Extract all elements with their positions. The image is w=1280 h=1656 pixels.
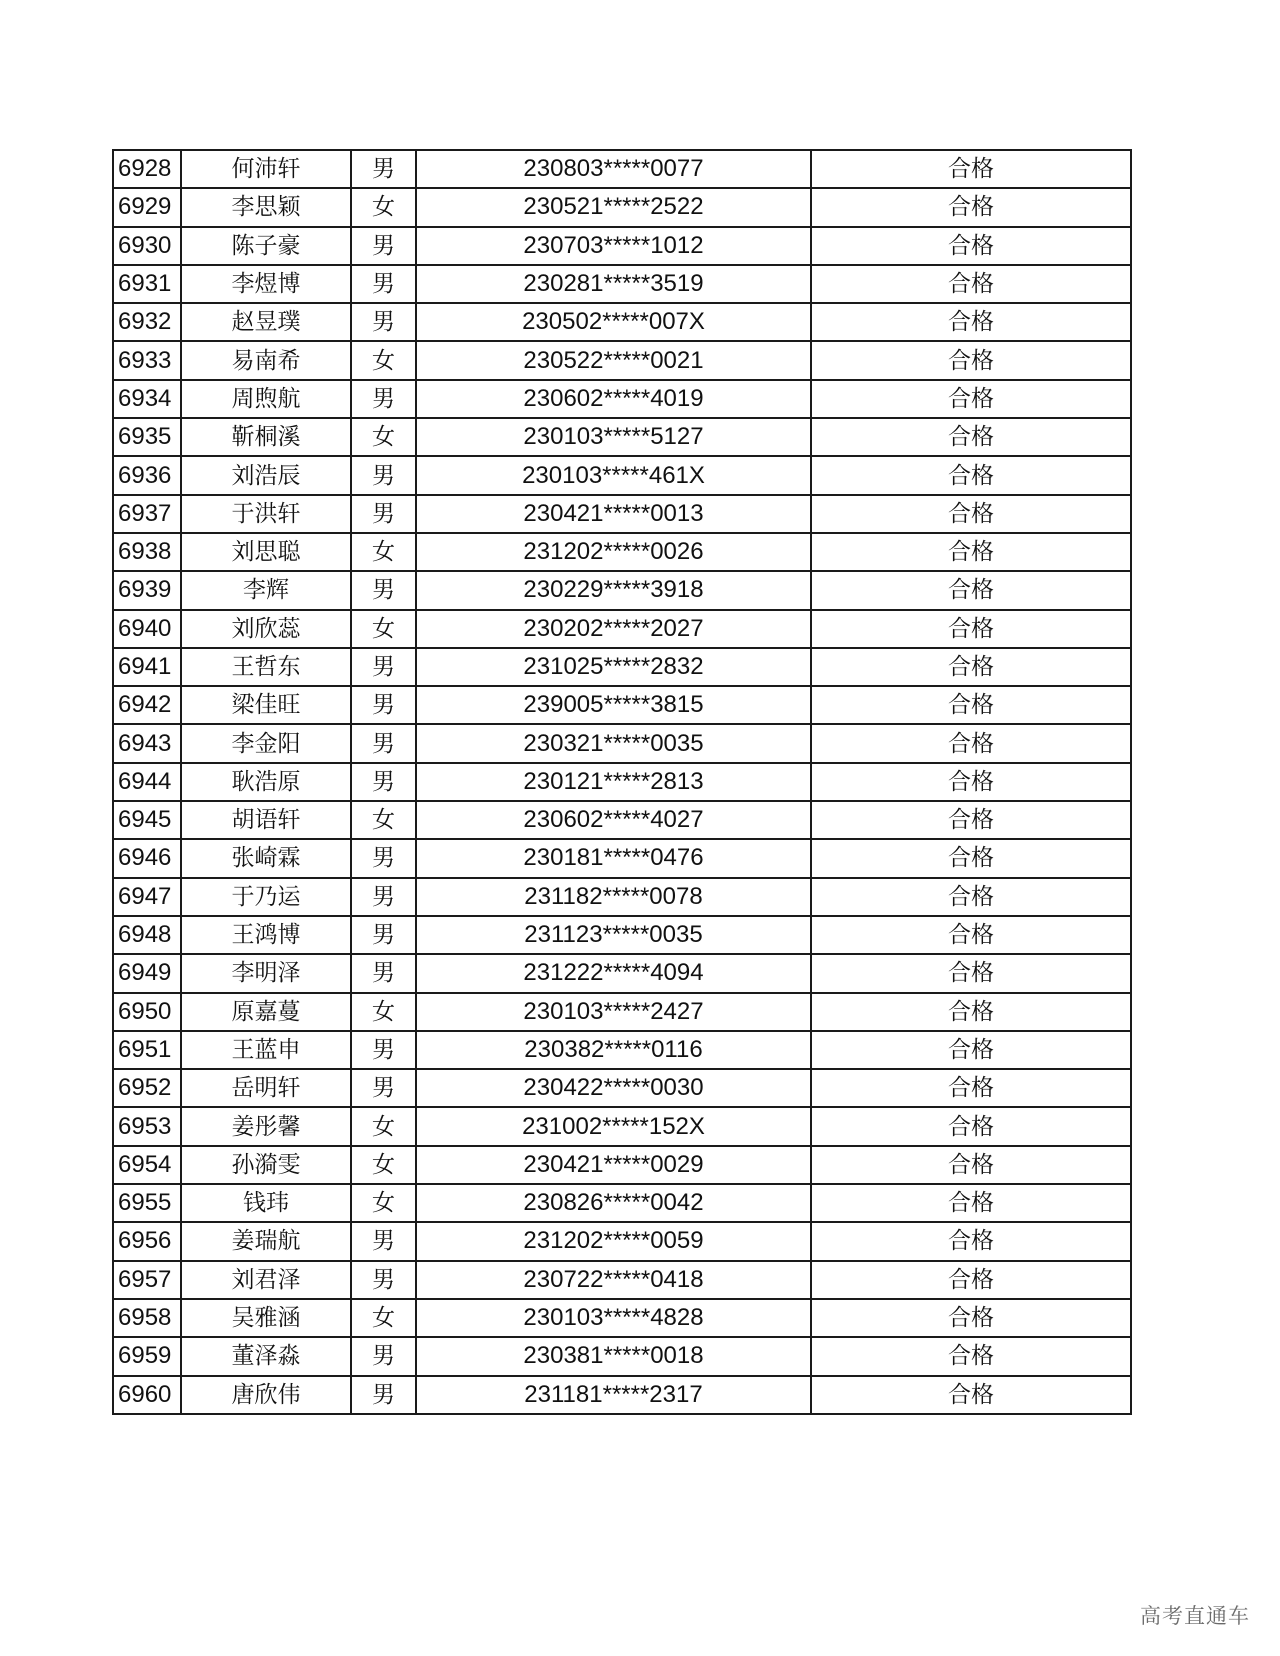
cell-result: 合格 xyxy=(811,495,1131,533)
cell-name: 李辉 xyxy=(181,571,351,609)
table-row xyxy=(113,1337,1131,1375)
cell-number: 6935 xyxy=(113,418,181,456)
table-row xyxy=(113,686,1131,724)
cell-number: 6955 xyxy=(113,1184,181,1222)
cell-name: 孙漪雯 xyxy=(181,1146,351,1184)
cell-result: 合格 xyxy=(811,839,1131,877)
cell-gender: 男 xyxy=(351,265,416,303)
cell-id-number: 230382*****0116 xyxy=(416,1031,811,1069)
cell-name: 张崎霖 xyxy=(181,839,351,877)
table-row xyxy=(113,724,1131,762)
cell-id-number: 230722*****0418 xyxy=(416,1261,811,1299)
cell-id-number: 230103*****2427 xyxy=(416,993,811,1031)
cell-name: 梁佳旺 xyxy=(181,686,351,724)
table-row xyxy=(113,571,1131,609)
cell-id-number: 231181*****2317 xyxy=(416,1376,811,1414)
cell-name: 姜彤馨 xyxy=(181,1107,351,1145)
table-row xyxy=(113,1376,1131,1414)
table-row xyxy=(113,188,1131,226)
cell-id-number: 239005*****3815 xyxy=(416,686,811,724)
cell-result: 合格 xyxy=(811,1069,1131,1107)
cell-id-number: 230381*****0018 xyxy=(416,1337,811,1375)
cell-name: 刘思聪 xyxy=(181,533,351,571)
cell-name: 李思颖 xyxy=(181,188,351,226)
cell-id-number: 230103*****5127 xyxy=(416,418,811,456)
cell-name: 岳明轩 xyxy=(181,1069,351,1107)
cell-result: 合格 xyxy=(811,303,1131,341)
cell-id-number: 230121*****2813 xyxy=(416,763,811,801)
cell-gender: 男 xyxy=(351,1337,416,1375)
cell-id-number: 230703*****1012 xyxy=(416,227,811,265)
table-row xyxy=(113,954,1131,992)
cell-number: 6959 xyxy=(113,1337,181,1375)
cell-id-number: 230421*****0013 xyxy=(416,495,811,533)
cell-id-number: 230502*****007X xyxy=(416,303,811,341)
cell-gender: 女 xyxy=(351,188,416,226)
cell-id-number: 230522*****0021 xyxy=(416,341,811,379)
table-row xyxy=(113,341,1131,379)
cell-result: 合格 xyxy=(811,380,1131,418)
cell-name: 王哲东 xyxy=(181,648,351,686)
cell-name: 胡语轩 xyxy=(181,801,351,839)
cell-gender: 男 xyxy=(351,571,416,609)
cell-number: 6942 xyxy=(113,686,181,724)
cell-result: 合格 xyxy=(811,188,1131,226)
cell-name: 易南希 xyxy=(181,341,351,379)
cell-id-number: 230803*****0077 xyxy=(416,150,811,188)
cell-result: 合格 xyxy=(811,227,1131,265)
table-row xyxy=(113,1031,1131,1069)
cell-result: 合格 xyxy=(811,571,1131,609)
table-row xyxy=(113,265,1131,303)
cell-name: 于洪轩 xyxy=(181,495,351,533)
cell-result: 合格 xyxy=(811,1299,1131,1337)
cell-number: 6944 xyxy=(113,763,181,801)
cell-number: 6940 xyxy=(113,610,181,648)
cell-gender: 男 xyxy=(351,916,416,954)
cell-number: 6956 xyxy=(113,1222,181,1260)
cell-result: 合格 xyxy=(811,763,1131,801)
cell-number: 6939 xyxy=(113,571,181,609)
cell-result: 合格 xyxy=(811,724,1131,762)
cell-number: 6929 xyxy=(113,188,181,226)
cell-id-number: 230602*****4019 xyxy=(416,380,811,418)
cell-gender: 女 xyxy=(351,801,416,839)
cell-number: 6941 xyxy=(113,648,181,686)
cell-gender: 男 xyxy=(351,954,416,992)
cell-number: 6931 xyxy=(113,265,181,303)
cell-id-number: 231202*****0059 xyxy=(416,1222,811,1260)
table-row xyxy=(113,648,1131,686)
cell-number: 6947 xyxy=(113,878,181,916)
table-row xyxy=(113,993,1131,1031)
cell-name: 李金阳 xyxy=(181,724,351,762)
cell-id-number: 230521*****2522 xyxy=(416,188,811,226)
cell-number: 6951 xyxy=(113,1031,181,1069)
cell-result: 合格 xyxy=(811,533,1131,571)
cell-name: 周煦航 xyxy=(181,380,351,418)
cell-result: 合格 xyxy=(811,341,1131,379)
cell-gender: 男 xyxy=(351,1031,416,1069)
cell-number: 6943 xyxy=(113,724,181,762)
cell-gender: 男 xyxy=(351,1069,416,1107)
table-row xyxy=(113,227,1131,265)
cell-id-number: 230229*****3918 xyxy=(416,571,811,609)
cell-number: 6960 xyxy=(113,1376,181,1414)
cell-id-number: 231202*****0026 xyxy=(416,533,811,571)
cell-gender: 男 xyxy=(351,150,416,188)
cell-gender: 女 xyxy=(351,341,416,379)
cell-result: 合格 xyxy=(811,648,1131,686)
cell-gender: 男 xyxy=(351,839,416,877)
cell-id-number: 230103*****4828 xyxy=(416,1299,811,1337)
table-row xyxy=(113,456,1131,494)
cell-result: 合格 xyxy=(811,1337,1131,1375)
results-table xyxy=(112,149,1132,1415)
cell-number: 6933 xyxy=(113,341,181,379)
cell-result: 合格 xyxy=(811,1222,1131,1260)
cell-number: 6932 xyxy=(113,303,181,341)
cell-result: 合格 xyxy=(811,1376,1131,1414)
cell-number: 6928 xyxy=(113,150,181,188)
cell-id-number: 230422*****0030 xyxy=(416,1069,811,1107)
cell-number: 6934 xyxy=(113,380,181,418)
cell-name: 李煜博 xyxy=(181,265,351,303)
cell-id-number: 231002*****152X xyxy=(416,1107,811,1145)
cell-gender: 男 xyxy=(351,724,416,762)
cell-gender: 女 xyxy=(351,1146,416,1184)
cell-gender: 女 xyxy=(351,993,416,1031)
cell-result: 合格 xyxy=(811,1146,1131,1184)
cell-number: 6949 xyxy=(113,954,181,992)
cell-result: 合格 xyxy=(811,1031,1131,1069)
cell-id-number: 231123*****0035 xyxy=(416,916,811,954)
cell-gender: 男 xyxy=(351,303,416,341)
cell-result: 合格 xyxy=(811,1261,1131,1299)
cell-gender: 男 xyxy=(351,763,416,801)
cell-name: 李明泽 xyxy=(181,954,351,992)
cell-gender: 男 xyxy=(351,227,416,265)
cell-name: 于乃运 xyxy=(181,878,351,916)
table-row xyxy=(113,1222,1131,1260)
cell-gender: 男 xyxy=(351,380,416,418)
table-row xyxy=(113,1146,1131,1184)
table-row xyxy=(113,916,1131,954)
cell-id-number: 231222*****4094 xyxy=(416,954,811,992)
cell-name: 赵昱璞 xyxy=(181,303,351,341)
table-row xyxy=(113,1261,1131,1299)
cell-number: 6936 xyxy=(113,456,181,494)
cell-number: 6954 xyxy=(113,1146,181,1184)
cell-number: 6950 xyxy=(113,993,181,1031)
cell-result: 合格 xyxy=(811,456,1131,494)
table-row xyxy=(113,610,1131,648)
table-row xyxy=(113,1184,1131,1222)
table-row xyxy=(113,418,1131,456)
cell-gender: 女 xyxy=(351,533,416,571)
cell-number: 6957 xyxy=(113,1261,181,1299)
cell-id-number: 230321*****0035 xyxy=(416,724,811,762)
cell-name: 吴雅涵 xyxy=(181,1299,351,1337)
cell-id-number: 231025*****2832 xyxy=(416,648,811,686)
cell-result: 合格 xyxy=(811,265,1131,303)
table-row xyxy=(113,533,1131,571)
cell-id-number: 230281*****3519 xyxy=(416,265,811,303)
cell-gender: 男 xyxy=(351,1376,416,1414)
table-row xyxy=(113,801,1131,839)
cell-name: 陈子豪 xyxy=(181,227,351,265)
cell-number: 6930 xyxy=(113,227,181,265)
table-row xyxy=(113,380,1131,418)
table-row xyxy=(113,150,1131,188)
cell-result: 合格 xyxy=(811,418,1131,456)
cell-name: 耿浩原 xyxy=(181,763,351,801)
cell-result: 合格 xyxy=(811,1184,1131,1222)
cell-gender: 男 xyxy=(351,1222,416,1260)
cell-result: 合格 xyxy=(811,610,1131,648)
cell-number: 6953 xyxy=(113,1107,181,1145)
cell-result: 合格 xyxy=(811,954,1131,992)
cell-gender: 男 xyxy=(351,686,416,724)
cell-gender: 男 xyxy=(351,648,416,686)
table-row xyxy=(113,1299,1131,1337)
cell-gender: 女 xyxy=(351,418,416,456)
cell-name: 刘君泽 xyxy=(181,1261,351,1299)
cell-result: 合格 xyxy=(811,150,1131,188)
cell-name: 唐欣伟 xyxy=(181,1376,351,1414)
cell-name: 董泽淼 xyxy=(181,1337,351,1375)
cell-number: 6948 xyxy=(113,916,181,954)
cell-id-number: 230421*****0029 xyxy=(416,1146,811,1184)
cell-result: 合格 xyxy=(811,686,1131,724)
cell-number: 6945 xyxy=(113,801,181,839)
cell-number: 6946 xyxy=(113,839,181,877)
cell-gender: 男 xyxy=(351,456,416,494)
watermark-text: 高考直通车 xyxy=(1140,1604,1250,1628)
cell-id-number: 230202*****2027 xyxy=(416,610,811,648)
table-row xyxy=(113,1107,1131,1145)
cell-gender: 女 xyxy=(351,1107,416,1145)
cell-number: 6937 xyxy=(113,495,181,533)
table-row xyxy=(113,839,1131,877)
cell-gender: 女 xyxy=(351,610,416,648)
cell-result: 合格 xyxy=(811,916,1131,954)
cell-result: 合格 xyxy=(811,878,1131,916)
table-row xyxy=(113,878,1131,916)
cell-name: 原嘉蔓 xyxy=(181,993,351,1031)
cell-name: 钱玮 xyxy=(181,1184,351,1222)
results-table-body xyxy=(113,150,1131,1414)
cell-gender: 男 xyxy=(351,878,416,916)
cell-id-number: 231182*****0078 xyxy=(416,878,811,916)
cell-name: 靳桐溪 xyxy=(181,418,351,456)
cell-result: 合格 xyxy=(811,993,1131,1031)
cell-result: 合格 xyxy=(811,1107,1131,1145)
cell-name: 王鸿博 xyxy=(181,916,351,954)
cell-gender: 男 xyxy=(351,1261,416,1299)
table-row xyxy=(113,495,1131,533)
cell-id-number: 230181*****0476 xyxy=(416,839,811,877)
table-row xyxy=(113,303,1131,341)
cell-number: 6952 xyxy=(113,1069,181,1107)
cell-name: 刘欣蕊 xyxy=(181,610,351,648)
cell-name: 王蓝申 xyxy=(181,1031,351,1069)
cell-gender: 男 xyxy=(351,495,416,533)
cell-number: 6938 xyxy=(113,533,181,571)
table-row xyxy=(113,1069,1131,1107)
cell-name: 刘浩辰 xyxy=(181,456,351,494)
cell-id-number: 230826*****0042 xyxy=(416,1184,811,1222)
cell-result: 合格 xyxy=(811,801,1131,839)
cell-gender: 女 xyxy=(351,1184,416,1222)
cell-id-number: 230103*****461X xyxy=(416,456,811,494)
table-row xyxy=(113,763,1131,801)
cell-id-number: 230602*****4027 xyxy=(416,801,811,839)
cell-name: 何沛轩 xyxy=(181,150,351,188)
cell-gender: 女 xyxy=(351,1299,416,1337)
cell-number: 6958 xyxy=(113,1299,181,1337)
cell-name: 姜瑞航 xyxy=(181,1222,351,1260)
